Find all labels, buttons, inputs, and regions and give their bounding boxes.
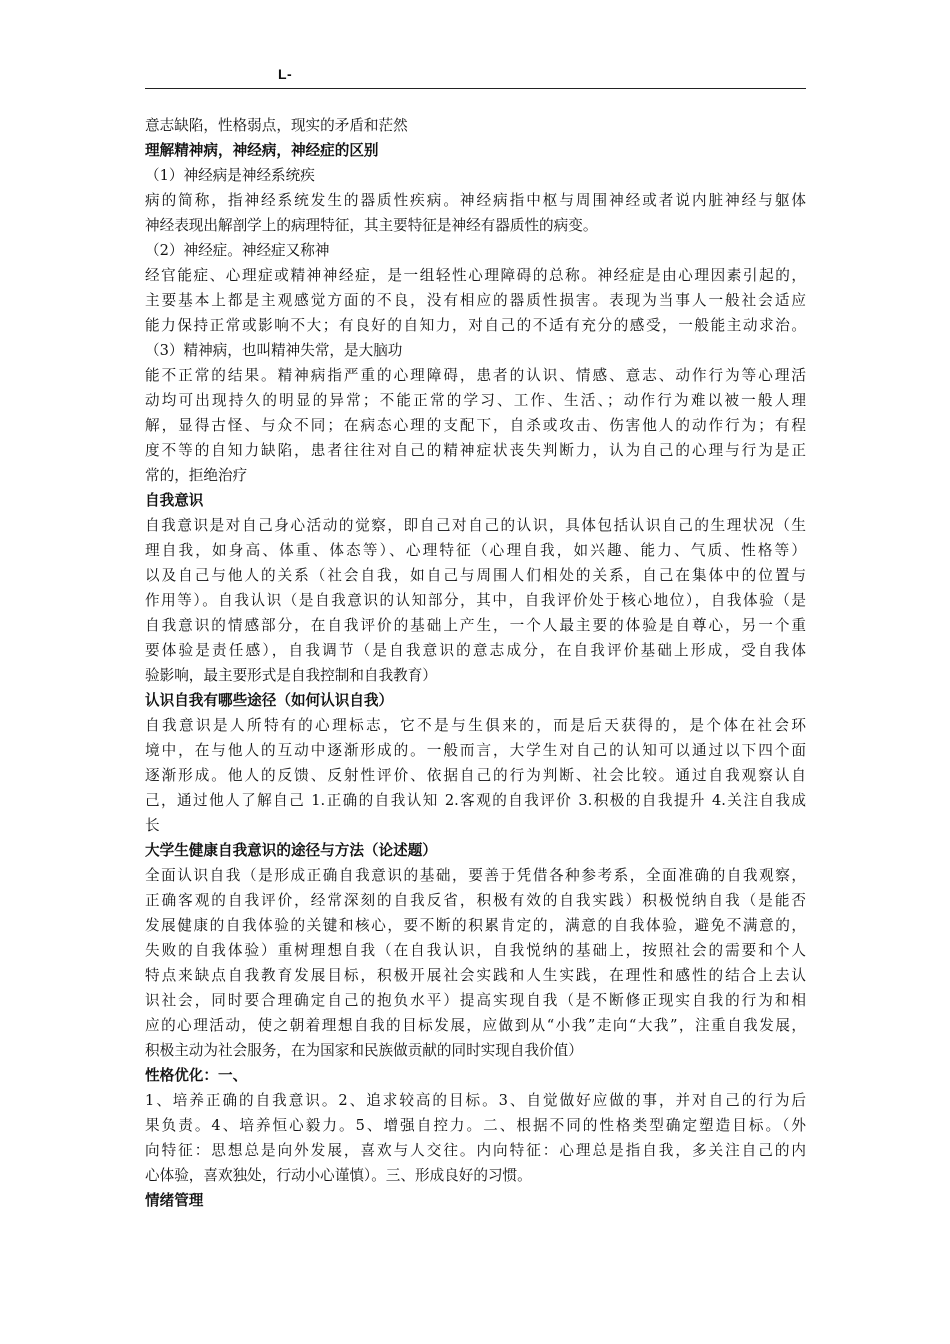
text-line: 自我意识是对自己身心活动的觉察，即自己对自己的认识，具体包括认识自己的生理状况（生 — [145, 517, 806, 534]
text-line: 验影响，最主要形式是自我控制和自我教育） — [145, 667, 437, 684]
text-line: 果负责。4、培养恒心毅力。5、增强自控力。二、根据不同的性格类型确定塑造目标。（外 — [145, 1117, 806, 1134]
text-line: 正确客观的自我评价，经常深刻的自我反省，积极有效的自我实践）积极悦纳自我（是能否 — [145, 892, 806, 909]
document-body — [145, 113, 806, 1213]
page-header — [145, 56, 806, 89]
text-line: 解，显得古怪、与众不同；在病态心理的支配下，自杀或攻击、伤害他人的动作行为；有程 — [145, 417, 806, 434]
text-line: 境中，在与他人的互动中逐渐形成的。一般而言，大学生对自己的认知可以通过以下四个面 — [145, 742, 806, 759]
text-line: 识社会，同时要合理确定自己的抱负水平）提高实现自我（是不断修正现实自我的行为和相 — [145, 992, 806, 1009]
text-line: 以及自己与他人的关系（社会自我，如自己与周围人们相处的关系，自己在集体中的位置与 — [145, 567, 806, 584]
text-line: 经官能症、心理症或精神神经症，是一组轻性心理障碍的总称。神经症是由心理因素引起的， — [145, 267, 806, 284]
text-line: 自我意识的情感部分，在自我评价的基础上产生，一个人最主要的体验是自尊心，另一个重 — [145, 617, 806, 634]
text-line: 应的心理活动，使之朝着理想自我的目标发展，应做到从“小我”走向“大我”，注重自我发展， — [145, 1017, 806, 1034]
text-line: 己，通过他人了解自己 1.正确的自我认知 2.客观的自我评价 3.积极的自我提升 4.关注自我成 — [145, 792, 806, 809]
text-line: 向特征：思想总是向外发展，喜欢与人交往。内向特征：心理总是指自我，多关注自己的内 — [145, 1142, 806, 1159]
text-line: 神经表现出解剖学上的病理特征，其主要特征是神经有器质性的病变。 — [145, 217, 598, 234]
section-heading: 性格优化：一、 — [145, 1067, 248, 1084]
text-line: （3）精神病，也叫精神失常，是大脑功 — [145, 342, 403, 359]
section-heading: 认识自我有哪些途径（如何认识自我） — [145, 692, 394, 709]
text-line: 逐渐形成。他人的反馈、反射性评价、依据自己的行为判断、社会比较。通过自我观察认自 — [145, 767, 806, 784]
text-line: （1）神经病是神经系统疾 — [145, 167, 315, 184]
text-line: 能力保持正常或影响不大；有良好的自知力，对自己的不适有充分的感受，一般能主动求治。 — [145, 317, 806, 334]
text-line: 1、培养正确的自我意识。2、追求较高的目标。3、自觉做好应做的事，并对自己的行为后 — [145, 1092, 806, 1109]
text-line: 作用等）。自我认识（是自我意识的认知部分，其中，自我评价处于核心地位），自我体验（是 — [145, 592, 806, 609]
header-mark: L- — [278, 66, 293, 82]
text-line: 度不等的自知力缺陷，患者往往对自己的精神症状丧失判断力，认为自己的心理与行为是正 — [145, 442, 806, 459]
text-line: 要体验是责任感），自我调节（是自我意识的意志成分，在自我评价基础上形成，受自我体 — [145, 642, 806, 659]
section-heading: 情绪管理 — [145, 1192, 204, 1209]
text-line: 理自我，如身高、体重、体态等）、心理特征（心理自我，如兴趣、能力、气质、性格等） — [145, 542, 806, 559]
text-line: 能不正常的结果。精神病指严重的心理障碍，患者的认识、情感、意志、动作行为等心理活 — [145, 367, 806, 384]
text-line: 常的，拒绝治疗 — [145, 467, 248, 484]
text-line: 失败的自我体验）重树理想自我（在自我认识，自我悦纳的基础上，按照社会的需要和个人 — [145, 942, 806, 959]
text-line: 自我意识是人所特有的心理标志，它不是与生俱来的，而是后天获得的，是个体在社会环 — [145, 717, 806, 734]
section-heading: 自我意识 — [145, 492, 204, 509]
text-line: 意志缺陷，性格弱点，现实的矛盾和茫然 — [145, 117, 408, 134]
text-line: 特点来缺点自我教育发展目标，积极开展社会实践和人生实践，在理性和感性的结合上去认 — [145, 967, 806, 984]
text-line: 主要基本上都是主观感觉方面的不良，没有相应的器质性损害。表现为当事人一般社会适应 — [145, 292, 806, 309]
text-line: 动均可出现持久的明显的异常；不能正常的学习、工作、生活、；动作行为难以被一般人理 — [145, 392, 806, 409]
text-line: 心体验，喜欢独处，行动小心谨慎）。三、形成良好的习惯。 — [145, 1167, 532, 1184]
text-line: 发展健康的自我体验的关键和核心，要不断的积累肯定的，满意的自我体验，避免不满意的， — [145, 917, 806, 934]
section-heading: 理解精神病，神经病，神经症的区别 — [145, 142, 379, 159]
section-heading: 大学生健康自我意识的途径与方法（论述题） — [145, 842, 437, 859]
text-line: 长 — [145, 817, 160, 834]
text-line: （2）神经症。神经症又称神 — [145, 242, 330, 259]
text-line: 积极主动为社会服务，在为国家和民族做贡献的同时实现自我价值） — [145, 1042, 583, 1059]
text-line: 病的简称，指神经系统发生的器质性疾病。神经病指中枢与周围神经或者说内脏神经与躯体 — [145, 192, 806, 209]
text-line: 全面认识自我（是形成正确自我意识的基础，要善于凭借各种参考系，全面准确的自我观察， — [145, 867, 806, 884]
